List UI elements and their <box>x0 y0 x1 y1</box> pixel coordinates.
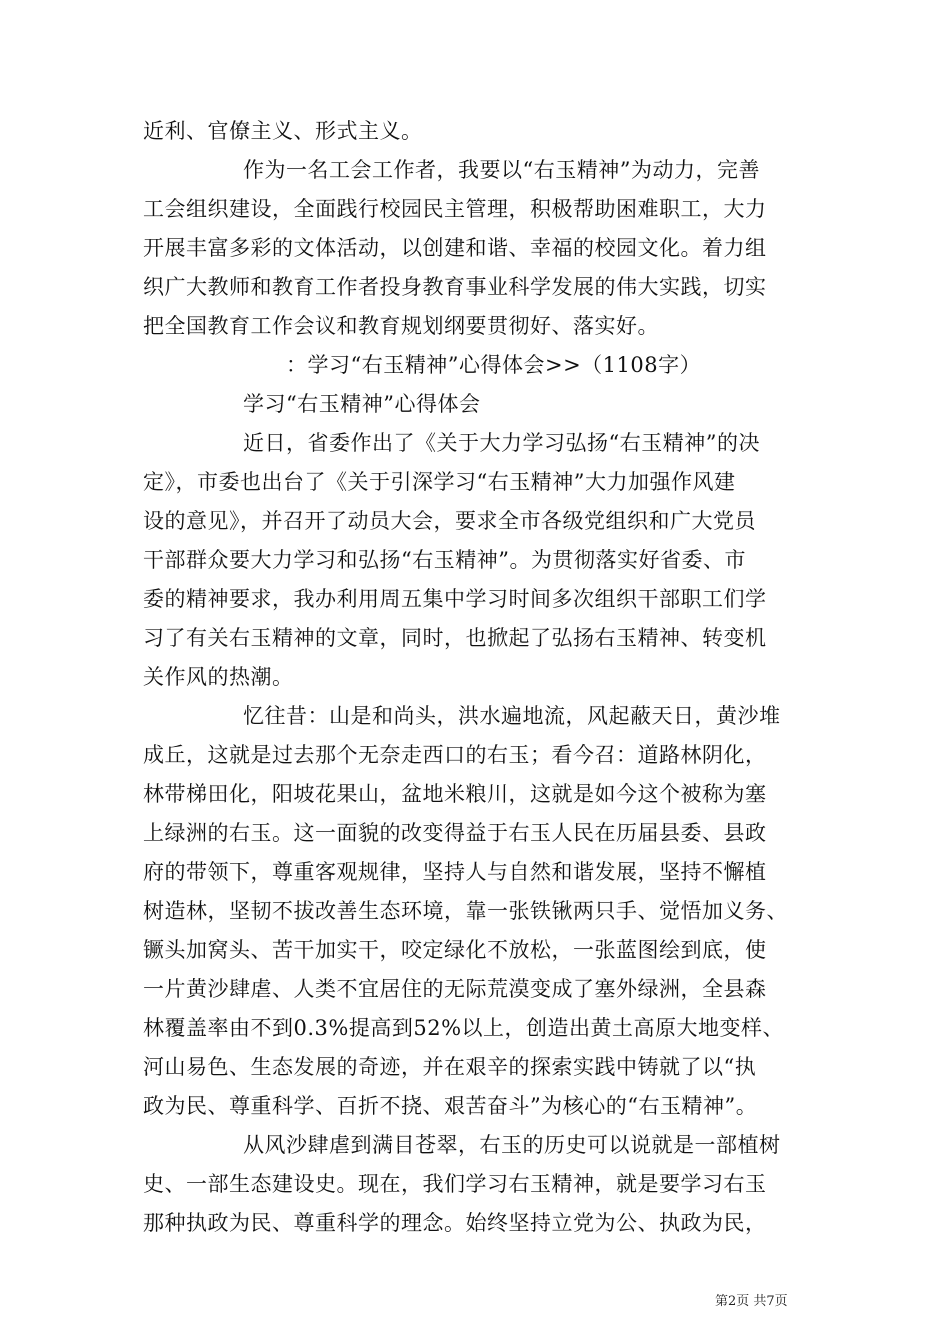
paragraph-start-line: 从风沙肆虐到满目苍翠，右玉的历史可以说就是一部植树 <box>243 1133 781 1157</box>
text-line: 习了有关右玉精神的文章，同时，也掀起了弘扬右玉精神、转变机 <box>143 626 767 650</box>
paragraph-start-line: 忆往昔：山是和尚头，洪水遍地流，风起蔽天日，黄沙堆 <box>243 704 781 728</box>
text-line: 工会组织建设，全面践行校园民主管理，积极帮助困难职工，大力 <box>143 197 767 221</box>
text-line: 河山易色、生态发展的奇迹，并在艰辛的探索实践中铸就了以“执 <box>143 1055 757 1079</box>
text-line: 织广大教师和教育工作者投身教育事业科学发展的伟大实践，切实 <box>143 275 767 299</box>
text-line: 那种执政为民、尊重科学的理念。始终坚持立党为公、执政为民， <box>143 1211 767 1235</box>
text-line: 一片黄沙肆虐、人类不宜居住的无际荒漠变成了塞外绿洲，全县森 <box>143 977 767 1001</box>
document-body <box>143 112 823 1243</box>
paragraph-start-line: 作为一名工会工作者，我要以“右玉精神”为动力，完善 <box>243 158 760 182</box>
text-line: 成丘，这就是过去那个无奈走西口的右玉；看今召：道路林阴化， <box>143 743 767 767</box>
text-line: 上绿洲的右玉。这一面貌的改变得益于右玉人民在历届县委、县政 <box>143 821 767 845</box>
text-line: 干部群众要大力学习和弘扬“右玉精神”。为贯彻落实好省委、市 <box>143 548 746 572</box>
text-line: 史、一部生态建设史。现在，我们学习右玉精神，就是要学习右玉 <box>143 1172 767 1196</box>
text-line: 设的意见》，并召开了动员大会，要求全市各级党组织和广大党员 <box>143 509 756 533</box>
text-line: 委的精神要求，我办利用周五集中学习时间多次组织干部职工们学 <box>143 587 767 611</box>
text-line: 镢头加窝头、苦干加实干，咬定绿化不放松，一张蓝图绘到底，使 <box>143 938 767 962</box>
text-line: 林带梯田化，阳坡花果山，盆地米粮川，这就是如今这个被称为塞 <box>143 782 767 806</box>
text-line: 开展丰富多彩的文体活动，以创建和谐、幸福的校园文化。着力组 <box>143 236 767 260</box>
text-line: 关作风的热潮。 <box>143 665 294 689</box>
text-line: 树造林，坚韧不拔改善生态环境，靠一张铁锹两只手、觉悟加义务、 <box>143 899 788 923</box>
section-heading: ：学习“右玉精神”心得体会>>（1108字） <box>286 353 702 377</box>
paragraph-start-line: 近日，省委作出了《关于大力学习弘扬“右玉精神”的决 <box>243 431 760 455</box>
text-line: 府的带领下，尊重客观规律，坚持人与自然和谐发展，坚持不懈植 <box>143 860 767 884</box>
text-line: 林覆盖率由不到0.3%提高到52%以上，创造出黄土高原大地变样、 <box>143 1016 785 1040</box>
text-line: 定》，市委也出台了《关于引深学习“右玉精神”大力加强作风建 <box>143 470 736 494</box>
article-title: 学习“右玉精神”心得体会 <box>243 392 481 416</box>
text-line: 政为民、尊重科学、百折不挠、艰苦奋斗”为核心的“右玉精神”。 <box>143 1094 758 1118</box>
text-line: 把全国教育工作会议和教育规划纲要贯彻好、落实好。 <box>143 314 659 338</box>
page-number-footer: 第2页 共7页 <box>715 1294 788 1309</box>
text-line: 近利、官僚主义、形式主义。 <box>143 119 423 143</box>
